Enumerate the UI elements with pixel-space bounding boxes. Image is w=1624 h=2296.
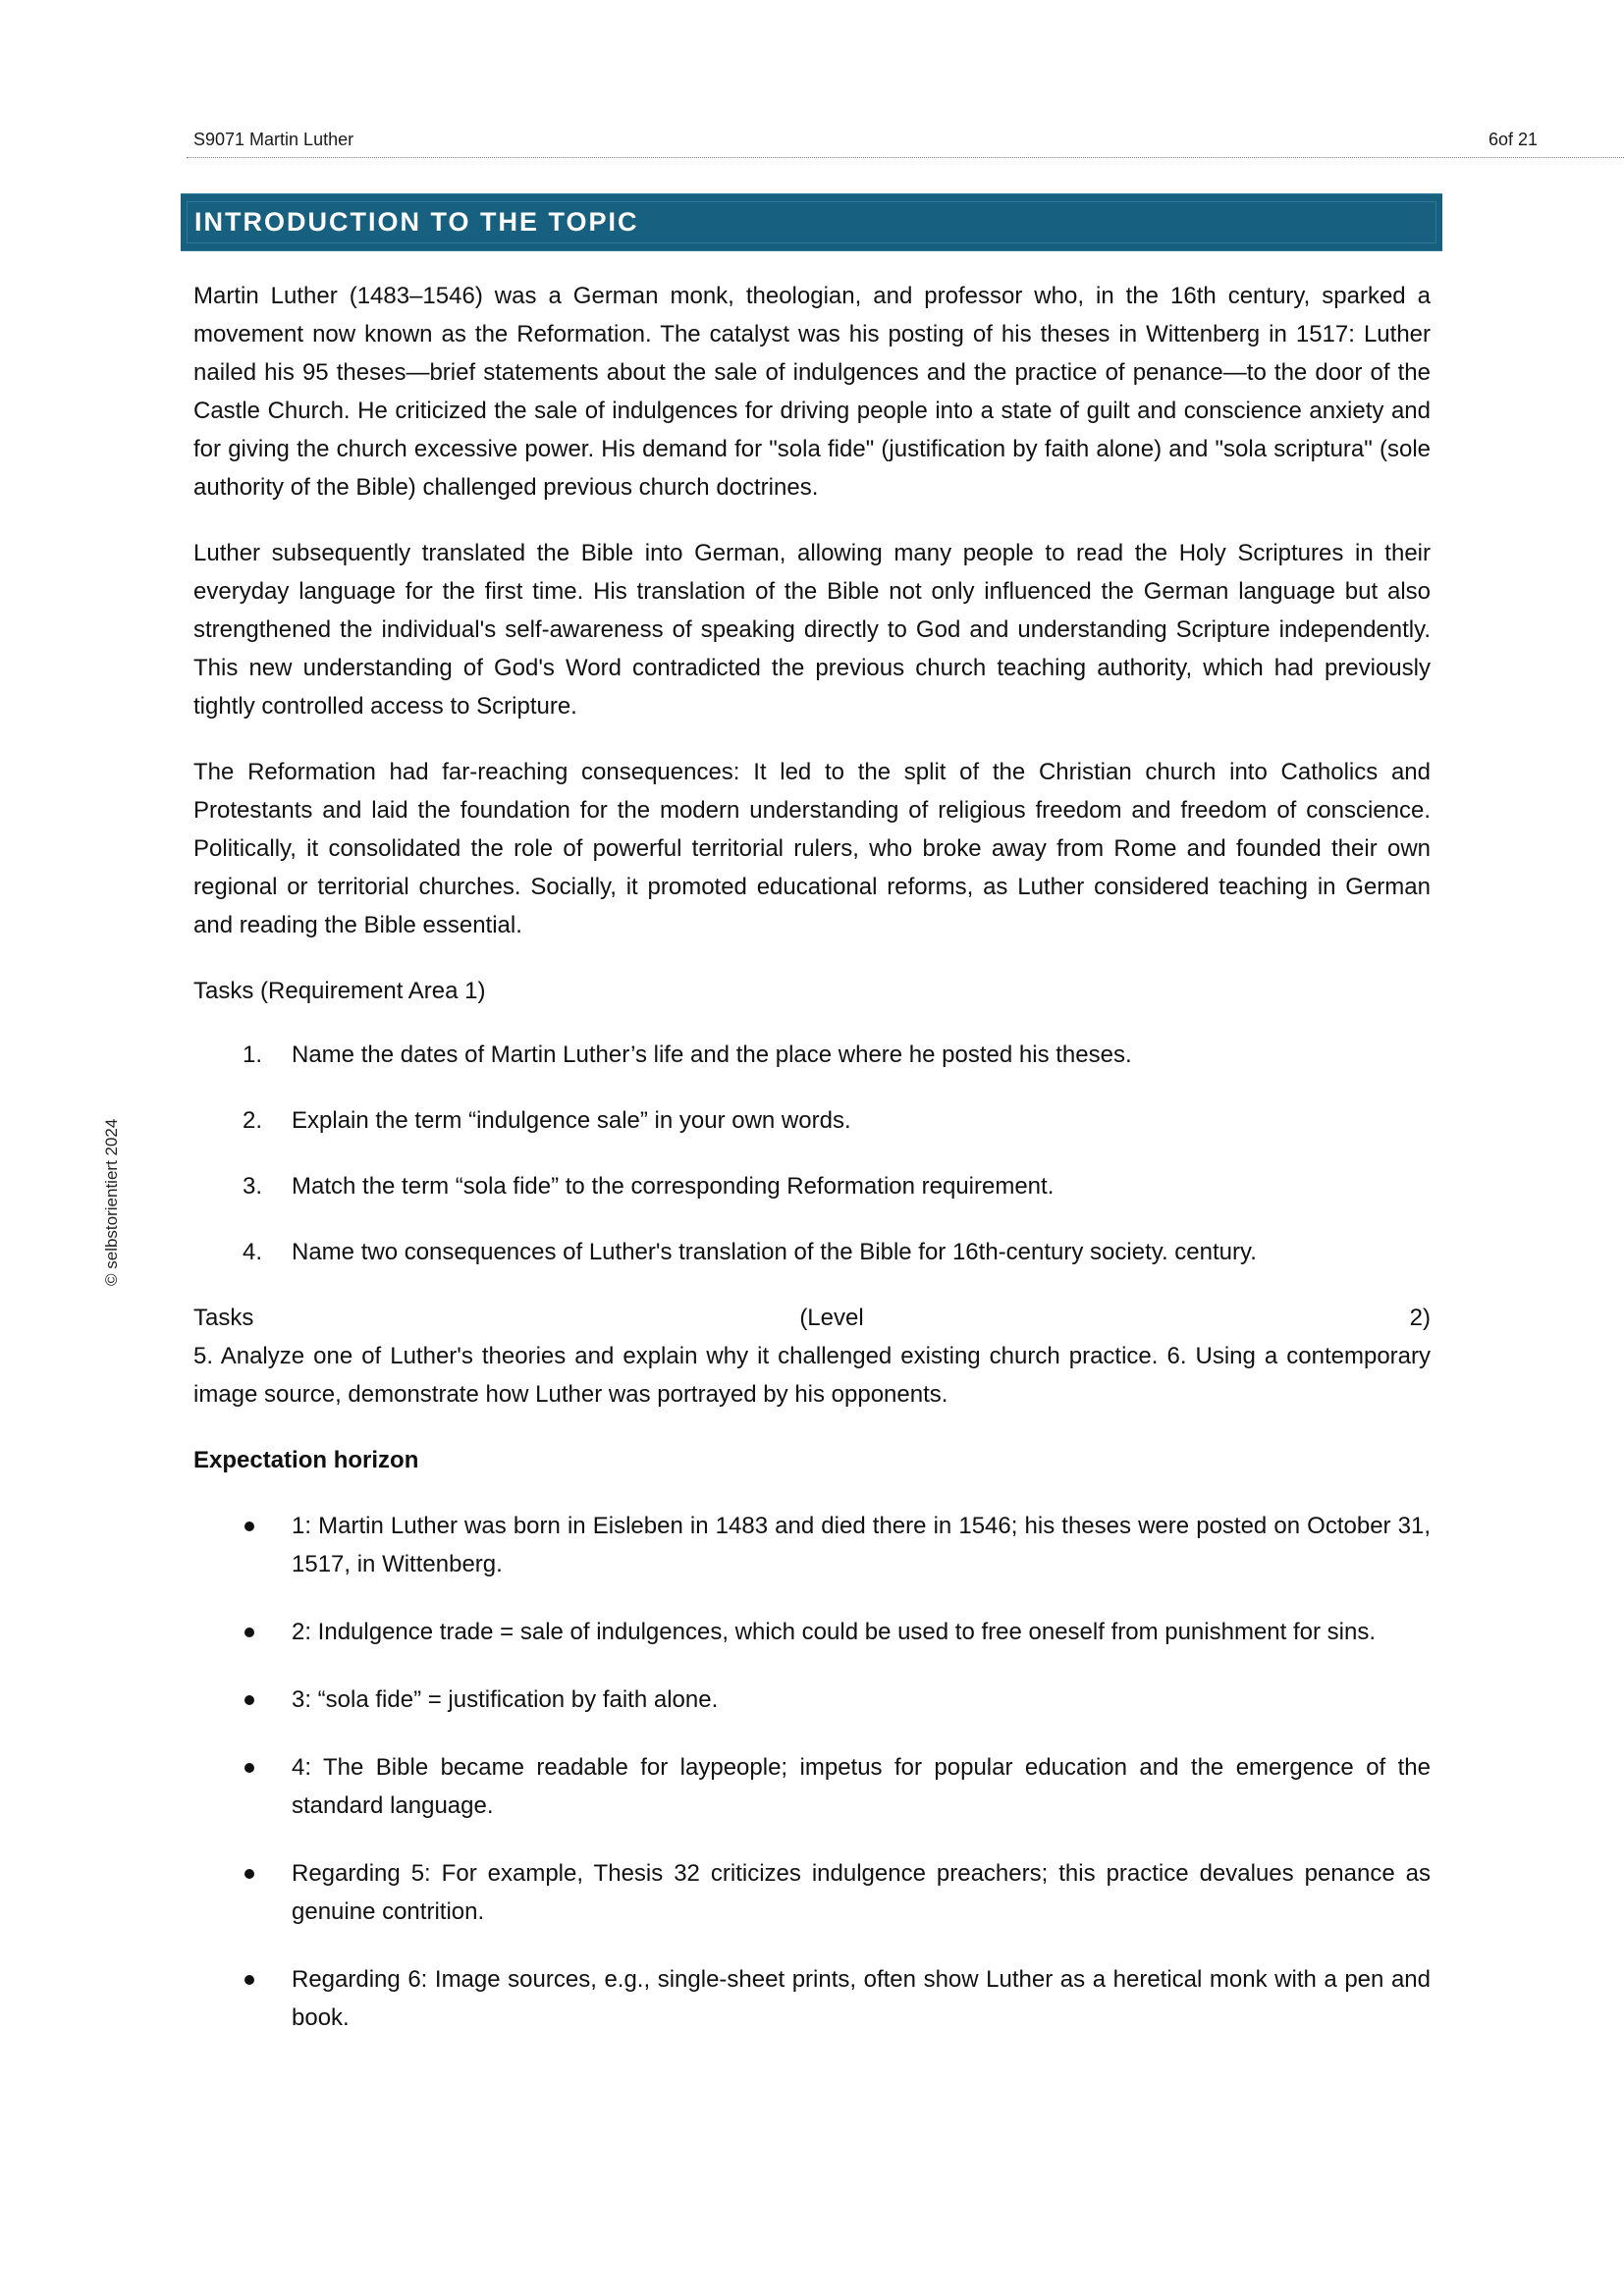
expectation-horizon-title: Expectation horizon	[193, 1447, 419, 1473]
expectation-item	[193, 1748, 1431, 1825]
task-item	[193, 1036, 1431, 1074]
expectation-list	[193, 1507, 1431, 2037]
task-text: Match the term “sola fide” to the corresponding Reformation requirement.	[292, 1173, 1055, 1200]
bullet-icon	[244, 1975, 254, 1985]
tasks-level2-heading-part: (Level	[799, 1305, 864, 1331]
task-number: 2.	[243, 1107, 263, 1134]
expectation-item	[193, 1681, 1431, 1719]
bullet-icon	[244, 1869, 254, 1879]
bullet-icon	[244, 1522, 254, 1531]
expectation-item	[193, 1613, 1431, 1651]
expectation-item	[193, 1854, 1431, 1931]
task-item	[193, 1167, 1431, 1205]
intro-paragraph-3: The Reformation had far-reaching consequences: It led to the split of the Christian church into Catholics and Protestants and laid the foundation for the modern understanding of religious freedom and freedom of conscience. Politically, it consolidated the role of powerful territorial rulers, who broke away from Rome and founded their own regional or territorial churches. Socially, it promoted educational reforms, as Luther considered teaching in German and reading the Bible essential.	[193, 759, 1431, 938]
expectation-text: 1: Martin Luther was born in Eisleben in 1483 and died there in 1546; his theses were posted on October 31, 1517, in Wittenberg.	[292, 1513, 1431, 1577]
expectation-item	[193, 1960, 1431, 2037]
section-title: INTRODUCTION TO THE TOPIC	[194, 207, 639, 237]
expectation-text: 4: The Bible became readable for laypeople; impetus for popular education and the emergence of the standard language.	[292, 1754, 1431, 1819]
task-text: Explain the term “indulgence sale” in your own words.	[292, 1107, 851, 1134]
tasks-level2-heading-part: Tasks	[193, 1305, 254, 1331]
running-header-title: S9071 Martin Luther	[193, 130, 354, 149]
tasks-level2-text: 5. Analyze one of Luther's theories and explain why it challenged existing church practice. 6. Using a contemporary image source, demonstrate how Luther was portrayed by his opponents.	[193, 1343, 1431, 1408]
expectation-text: 2: Indulgence trade = sale of indulgences, which could be used to free oneself from punishment for sins.	[292, 1619, 1376, 1645]
intro-paragraph-2: Luther subsequently translated the Bible into German, allowing many people to read the Holy Scriptures in their everyday language for the first time. His translation of the Bible not only influenced the German language but also strengthened the individual's self-awareness of speaking directly to God and understanding Scripture independently. This new understanding of God's Word contradicted the previous church teaching authority, which had previously tightly controlled access to Scripture.	[193, 540, 1431, 720]
expectation-text: Regarding 6: Image sources, e.g., single-sheet prints, often show Luther as a heretical monk with a pen and book.	[292, 1966, 1431, 2031]
bullet-icon	[244, 1628, 254, 1637]
tasks-level1-list	[193, 1036, 1431, 1271]
copyright-note: © selbstorientiert 2024	[102, 1118, 121, 1286]
bullet-icon	[244, 1695, 254, 1705]
section-heading-bar	[181, 193, 1442, 251]
expectation-text: 3: “sola fide” = justification by faith alone.	[292, 1686, 719, 1713]
expectation-text: Regarding 5: For example, Thesis 32 criticizes indulgence preachers; this practice devalues penance as genuine contrition.	[292, 1860, 1431, 1925]
main-content	[193, 277, 1431, 2066]
task-number: 1.	[243, 1041, 263, 1068]
header-divider	[187, 157, 1624, 158]
intro-paragraph-1: Martin Luther (1483–1546) was a German monk, theologian, and professor who, in the 16th century, sparked a movement now known as the Reformation. The catalyst was his posting of his theses in Wittenberg in 1517: Luther nailed his 95 theses—brief statements about the sale of indulgences and the practice of penance—to the door of the Castle Church. He criticized the sale of indulgences for driving people into a state of guilt and conscience anxiety and for giving the church excessive power. His demand for "sola fide" (justification by faith alone) and "sola scriptura" (sole authority of the Bible) challenged previous church doctrines.	[193, 283, 1431, 501]
task-number: 3.	[243, 1173, 263, 1200]
task-item	[193, 1101, 1431, 1140]
tasks-level1-heading: Tasks (Requirement Area 1)	[193, 978, 486, 1004]
page-number: 6of 21	[1488, 130, 1538, 149]
tasks-level2-heading-part: 2)	[1409, 1305, 1431, 1331]
task-number: 4.	[243, 1239, 263, 1265]
task-text: Name the dates of Martin Luther’s life and the place where he posted his theses.	[292, 1041, 1132, 1068]
tasks-level2-heading	[193, 1299, 1431, 1337]
expectation-item	[193, 1507, 1431, 1583]
task-item	[193, 1233, 1431, 1271]
task-text: Name two consequences of Luther's translation of the Bible for 16th-century society. century.	[292, 1239, 1257, 1265]
bullet-icon	[244, 1763, 254, 1773]
